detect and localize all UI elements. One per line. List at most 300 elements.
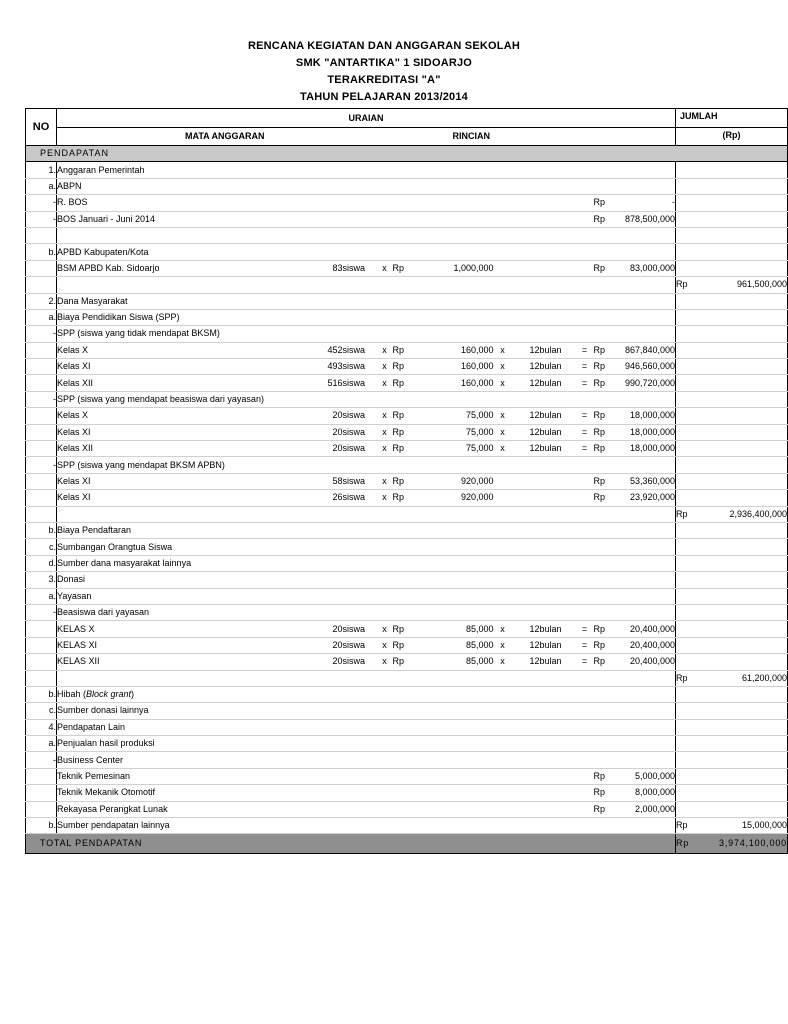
- cell-x: x: [377, 375, 393, 391]
- cell-jrp: [676, 736, 704, 752]
- cell-qty: [279, 506, 343, 522]
- cell-unit: siswa: [343, 260, 377, 276]
- cell-unit: [343, 244, 377, 260]
- cell-amt: [618, 506, 676, 522]
- cell-x2: [494, 752, 512, 768]
- cell-unit: [343, 719, 377, 735]
- cell-amt: [618, 522, 676, 538]
- cell-desc-after: ): [131, 689, 135, 700]
- cell-rp: [393, 309, 419, 325]
- cell-blnu: [540, 457, 576, 473]
- cell-bln: [512, 572, 540, 588]
- cell-jamt: 961,500,000: [704, 277, 788, 293]
- cell-rp: [393, 670, 419, 686]
- cell-x: [377, 195, 393, 211]
- total-rp: Rp: [676, 834, 704, 854]
- cell-x: x: [377, 424, 393, 440]
- cell-no: 4.: [26, 719, 57, 735]
- cell-desc: Sumber pendapatan lainnya: [57, 818, 279, 834]
- cell-jrp: [676, 408, 704, 424]
- cell-blnu: [540, 768, 576, 784]
- cell-jamt: [704, 604, 788, 620]
- cell-no: -: [26, 391, 57, 407]
- cell-jamt: [704, 736, 788, 752]
- cell-x: [377, 309, 393, 325]
- cell-jamt: [704, 342, 788, 358]
- cell-blnu: bulan: [540, 654, 576, 670]
- cell-bln: [512, 162, 540, 178]
- cell-no: -: [26, 211, 57, 227]
- cell-price: [419, 391, 494, 407]
- cell-desc: KELAS XI: [57, 637, 279, 653]
- budget-table: [25, 108, 788, 854]
- cell-unit: siswa: [343, 342, 377, 358]
- cell-amt: 53,360,000: [618, 473, 676, 489]
- cell-rp2: [594, 670, 618, 686]
- cell-jrp: [676, 211, 704, 227]
- cell-unit: [343, 572, 377, 588]
- cell-jamt: [704, 719, 788, 735]
- cell-blnu: [540, 391, 576, 407]
- cell-jamt: [704, 309, 788, 325]
- cell-unit: [343, 277, 377, 293]
- cell-desc: Penjualan hasil produksi: [57, 736, 279, 752]
- cell-rp: [393, 211, 419, 227]
- cell-unit: [343, 309, 377, 325]
- cell-rp: Rp: [393, 342, 419, 358]
- cell-no: [26, 637, 57, 653]
- cell-unit: [343, 768, 377, 784]
- cell-jamt: [704, 801, 788, 817]
- table-row: [26, 244, 788, 260]
- cell-unit: [343, 703, 377, 719]
- cell-rp: [393, 522, 419, 538]
- header-row-sub: [26, 128, 788, 146]
- cell-bln: [512, 457, 540, 473]
- cell-jrp: [676, 424, 704, 440]
- cell-eq: [576, 457, 594, 473]
- cell-x2: [494, 277, 512, 293]
- cell-blnu: [540, 572, 576, 588]
- cell-no: [26, 801, 57, 817]
- cell-jamt: [704, 555, 788, 571]
- cell-x: [377, 457, 393, 473]
- cell-x2: [494, 670, 512, 686]
- cell-blnu: bulan: [540, 359, 576, 375]
- cell-jamt: [704, 473, 788, 489]
- cell-amt: [618, 162, 676, 178]
- cell-qty: 493: [279, 359, 343, 375]
- cell-amt: [618, 293, 676, 309]
- cell-jrp: [676, 342, 704, 358]
- cell-bln: [512, 670, 540, 686]
- cell-rp2: [594, 555, 618, 571]
- cell-blnu: [540, 195, 576, 211]
- cell-amt: [618, 572, 676, 588]
- section-label: PENDAPATAN: [26, 146, 788, 162]
- cell-jrp: [676, 473, 704, 489]
- cell-jamt: [704, 375, 788, 391]
- cell-x: x: [377, 260, 393, 276]
- cell-blnu: [540, 818, 576, 834]
- cell-x2: [494, 178, 512, 194]
- cell-eq: =: [576, 408, 594, 424]
- table-row: [26, 441, 788, 457]
- cell-x2: [494, 293, 512, 309]
- cell-rp2: Rp: [594, 441, 618, 457]
- cell-price: [419, 195, 494, 211]
- cell-bln: [512, 260, 540, 276]
- cell-price: [419, 457, 494, 473]
- header-uraian: URAIAN: [57, 109, 676, 128]
- cell-qty: [279, 572, 343, 588]
- cell-jamt: [704, 785, 788, 801]
- cell-desc: BSM APBD Kab. Sidoarjo: [57, 260, 279, 276]
- cell-eq: =: [576, 375, 594, 391]
- table-row: [26, 522, 788, 538]
- cell-desc: APBD Kabupaten/Kota: [57, 244, 279, 260]
- cell-x2: [494, 490, 512, 506]
- cell-jrp: [676, 522, 704, 538]
- cell-desc: [57, 277, 279, 293]
- cell-no: a.: [26, 588, 57, 604]
- cell-x: [377, 686, 393, 702]
- cell-amt: [618, 309, 676, 325]
- cell-eq: [576, 818, 594, 834]
- cell-jamt: [704, 522, 788, 538]
- cell-price: 75,000: [419, 408, 494, 424]
- cell-jamt: [704, 572, 788, 588]
- cell-amt: [618, 178, 676, 194]
- cell-blnu: [540, 719, 576, 735]
- cell-rp: [393, 293, 419, 309]
- cell-desc: Yayasan: [57, 588, 279, 604]
- table-row: [26, 670, 788, 686]
- cell-x2: [494, 604, 512, 620]
- cell-bln: [512, 391, 540, 407]
- cell-x2: [494, 588, 512, 604]
- document-title: [0, 38, 768, 106]
- cell-bln: [512, 703, 540, 719]
- cell-qty: [279, 309, 343, 325]
- cell-blnu: [540, 260, 576, 276]
- cell-amt: 83,000,000: [618, 260, 676, 276]
- cell-x2: [494, 211, 512, 227]
- cell-unit: [343, 604, 377, 620]
- cell-price: [419, 703, 494, 719]
- cell-desc: Dana Masyarakat: [57, 293, 279, 309]
- cell-desc: Sumber donasi lainnya: [57, 703, 279, 719]
- cell-eq: =: [576, 342, 594, 358]
- cell-desc: [57, 670, 279, 686]
- cell-bln: 12: [512, 441, 540, 457]
- table-row: [26, 490, 788, 506]
- table-row: [26, 686, 788, 702]
- cell-unit: [343, 752, 377, 768]
- cell-rp: Rp: [393, 637, 419, 653]
- cell-x: x: [377, 408, 393, 424]
- cell-rp: Rp: [393, 359, 419, 375]
- table-row: [26, 719, 788, 735]
- table-row: [26, 227, 788, 243]
- cell-amt: [618, 752, 676, 768]
- cell-jamt: [704, 359, 788, 375]
- cell-bln: 12: [512, 654, 540, 670]
- cell-eq: [576, 490, 594, 506]
- cell-no: 3.: [26, 572, 57, 588]
- cell-qty: [279, 539, 343, 555]
- cell-bln: [512, 309, 540, 325]
- cell-no: a.: [26, 178, 57, 194]
- cell-x: [377, 506, 393, 522]
- cell-amt: 18,000,000: [618, 441, 676, 457]
- cell-bln: 12: [512, 637, 540, 653]
- cell-qty: 83: [279, 260, 343, 276]
- cell-no: b.: [26, 818, 57, 834]
- table-row: [26, 801, 788, 817]
- cell-jrp: [676, 195, 704, 211]
- cell-amt: [618, 227, 676, 243]
- cell-x2: x: [494, 342, 512, 358]
- cell-blnu: [540, 326, 576, 342]
- cell-jamt: [704, 408, 788, 424]
- cell-price: [419, 736, 494, 752]
- cell-bln: [512, 506, 540, 522]
- cell-eq: [576, 572, 594, 588]
- cell-eq: [576, 555, 594, 571]
- table-row: [26, 293, 788, 309]
- cell-x2: [494, 539, 512, 555]
- cell-jrp: [676, 162, 704, 178]
- cell-jamt: [704, 391, 788, 407]
- title-line-1: RENCANA KEGIATAN DAN ANGGARAN SEKOLAH: [247, 40, 520, 52]
- cell-rp2: [594, 244, 618, 260]
- cell-x2: [494, 801, 512, 817]
- cell-no: [26, 359, 57, 375]
- cell-jamt: [704, 441, 788, 457]
- cell-bln: [512, 818, 540, 834]
- cell-bln: [512, 293, 540, 309]
- cell-qty: [279, 736, 343, 752]
- cell-no: [26, 621, 57, 637]
- cell-blnu: [540, 555, 576, 571]
- cell-rp: Rp: [393, 473, 419, 489]
- cell-eq: [576, 506, 594, 522]
- cell-desc: Sumbangan Orangtua Siswa: [57, 539, 279, 555]
- cell-price: 75,000: [419, 424, 494, 440]
- table-row: [26, 785, 788, 801]
- cell-rp2: Rp: [594, 473, 618, 489]
- cell-rp: [393, 686, 419, 702]
- cell-jamt: [704, 768, 788, 784]
- cell-bln: [512, 195, 540, 211]
- cell-qty: 58: [279, 473, 343, 489]
- cell-amt: 878,500,000: [618, 211, 676, 227]
- cell-x2: [494, 326, 512, 342]
- cell-eq: [576, 670, 594, 686]
- cell-jamt: [704, 424, 788, 440]
- cell-eq: [576, 277, 594, 293]
- cell-amt: [618, 588, 676, 604]
- cell-x: [377, 277, 393, 293]
- cell-price: 85,000: [419, 654, 494, 670]
- cell-qty: 20: [279, 408, 343, 424]
- cell-no: [26, 506, 57, 522]
- cell-amt: -: [618, 195, 676, 211]
- cell-x2: [494, 686, 512, 702]
- cell-price: [419, 506, 494, 522]
- cell-blnu: [540, 293, 576, 309]
- cell-rp2: Rp: [594, 342, 618, 358]
- cell-eq: [576, 768, 594, 784]
- cell-no: a.: [26, 309, 57, 325]
- cell-rp2: [594, 703, 618, 719]
- cell-jrp: [676, 441, 704, 457]
- cell-blnu: [540, 506, 576, 522]
- cell-desc: [57, 686, 279, 702]
- cell-amt: [618, 604, 676, 620]
- cell-x: [377, 572, 393, 588]
- cell-rp2: [594, 391, 618, 407]
- cell-qty: 20: [279, 441, 343, 457]
- cell-jrp: [676, 604, 704, 620]
- cell-unit: [343, 293, 377, 309]
- cell-price: [419, 309, 494, 325]
- cell-eq: =: [576, 621, 594, 637]
- cell-jamt: [704, 588, 788, 604]
- cell-x2: [494, 391, 512, 407]
- table-row: [26, 555, 788, 571]
- cell-unit: [343, 555, 377, 571]
- cell-bln: [512, 522, 540, 538]
- cell-rp: [393, 457, 419, 473]
- cell-blnu: bulan: [540, 424, 576, 440]
- cell-blnu: [540, 162, 576, 178]
- cell-qty: [279, 719, 343, 735]
- cell-unit: [343, 178, 377, 194]
- cell-price: [419, 277, 494, 293]
- cell-x: [377, 703, 393, 719]
- cell-eq: [576, 178, 594, 194]
- cell-rp2: [594, 506, 618, 522]
- cell-price: [419, 604, 494, 620]
- cell-blnu: [540, 211, 576, 227]
- cell-blnu: bulan: [540, 621, 576, 637]
- cell-desc: SPP (siswa yang tidak mendapat BKSM): [57, 326, 279, 342]
- cell-unit: [343, 801, 377, 817]
- cell-rp: [393, 588, 419, 604]
- table-row: [26, 604, 788, 620]
- cell-qty: [279, 227, 343, 243]
- cell-rp2: Rp: [594, 637, 618, 653]
- cell-rp: Rp: [393, 375, 419, 391]
- cell-price: [419, 227, 494, 243]
- cell-x: x: [377, 637, 393, 653]
- cell-qty: 20: [279, 621, 343, 637]
- table-row: [26, 588, 788, 604]
- cell-amt: [618, 457, 676, 473]
- cell-price: 85,000: [419, 621, 494, 637]
- cell-price: [419, 555, 494, 571]
- cell-x2: [494, 555, 512, 571]
- title-line-2: SMK "ANTARTIKA" 1 SIDOARJO: [295, 57, 473, 69]
- cell-blnu: [540, 752, 576, 768]
- cell-blnu: [540, 686, 576, 702]
- cell-qty: [279, 670, 343, 686]
- cell-rp2: [594, 604, 618, 620]
- cell-no: b.: [26, 522, 57, 538]
- cell-qty: 20: [279, 654, 343, 670]
- cell-eq: [576, 719, 594, 735]
- cell-jrp: [676, 654, 704, 670]
- cell-price: 1,000,000: [419, 260, 494, 276]
- cell-price: [419, 244, 494, 260]
- cell-x: [377, 752, 393, 768]
- cell-x: x: [377, 342, 393, 358]
- cell-x: x: [377, 654, 393, 670]
- cell-unit: [343, 522, 377, 538]
- cell-unit: [343, 686, 377, 702]
- cell-amt: [618, 703, 676, 719]
- cell-rp: [393, 572, 419, 588]
- cell-unit: siswa: [343, 441, 377, 457]
- table-row: [26, 178, 788, 194]
- cell-desc: Kelas XI: [57, 424, 279, 440]
- table-row: [26, 506, 788, 522]
- cell-x2: [494, 703, 512, 719]
- cell-amt: [618, 719, 676, 735]
- cell-rp2: Rp: [594, 375, 618, 391]
- cell-x2: [494, 473, 512, 489]
- cell-rp: [393, 719, 419, 735]
- cell-rp2: [594, 752, 618, 768]
- cell-bln: 12: [512, 621, 540, 637]
- cell-rp: [393, 604, 419, 620]
- cell-rp: [393, 244, 419, 260]
- cell-jrp: Rp: [676, 670, 704, 686]
- cell-amt: 18,000,000: [618, 424, 676, 440]
- cell-x2: [494, 227, 512, 243]
- cell-bln: 12: [512, 424, 540, 440]
- cell-x2: [494, 522, 512, 538]
- cell-rp2: Rp: [594, 195, 618, 211]
- cell-qty: [279, 686, 343, 702]
- cell-rp: [393, 277, 419, 293]
- cell-x: [377, 293, 393, 309]
- cell-no: [26, 670, 57, 686]
- cell-rp2: [594, 719, 618, 735]
- cell-x: [377, 211, 393, 227]
- cell-rp: Rp: [393, 441, 419, 457]
- cell-price: 85,000: [419, 637, 494, 653]
- cell-blnu: [540, 604, 576, 620]
- cell-jrp: [676, 703, 704, 719]
- cell-qty: [279, 752, 343, 768]
- cell-no: a.: [26, 736, 57, 752]
- table-row: [26, 768, 788, 784]
- cell-no: c.: [26, 703, 57, 719]
- cell-jrp: [676, 326, 704, 342]
- cell-jamt: [704, 178, 788, 194]
- cell-x: [377, 244, 393, 260]
- cell-price: [419, 572, 494, 588]
- table-row: [26, 621, 788, 637]
- cell-jrp: [676, 309, 704, 325]
- cell-x2: x: [494, 637, 512, 653]
- cell-bln: 12: [512, 408, 540, 424]
- cell-amt: 20,400,000: [618, 621, 676, 637]
- cell-amt: 8,000,000: [618, 785, 676, 801]
